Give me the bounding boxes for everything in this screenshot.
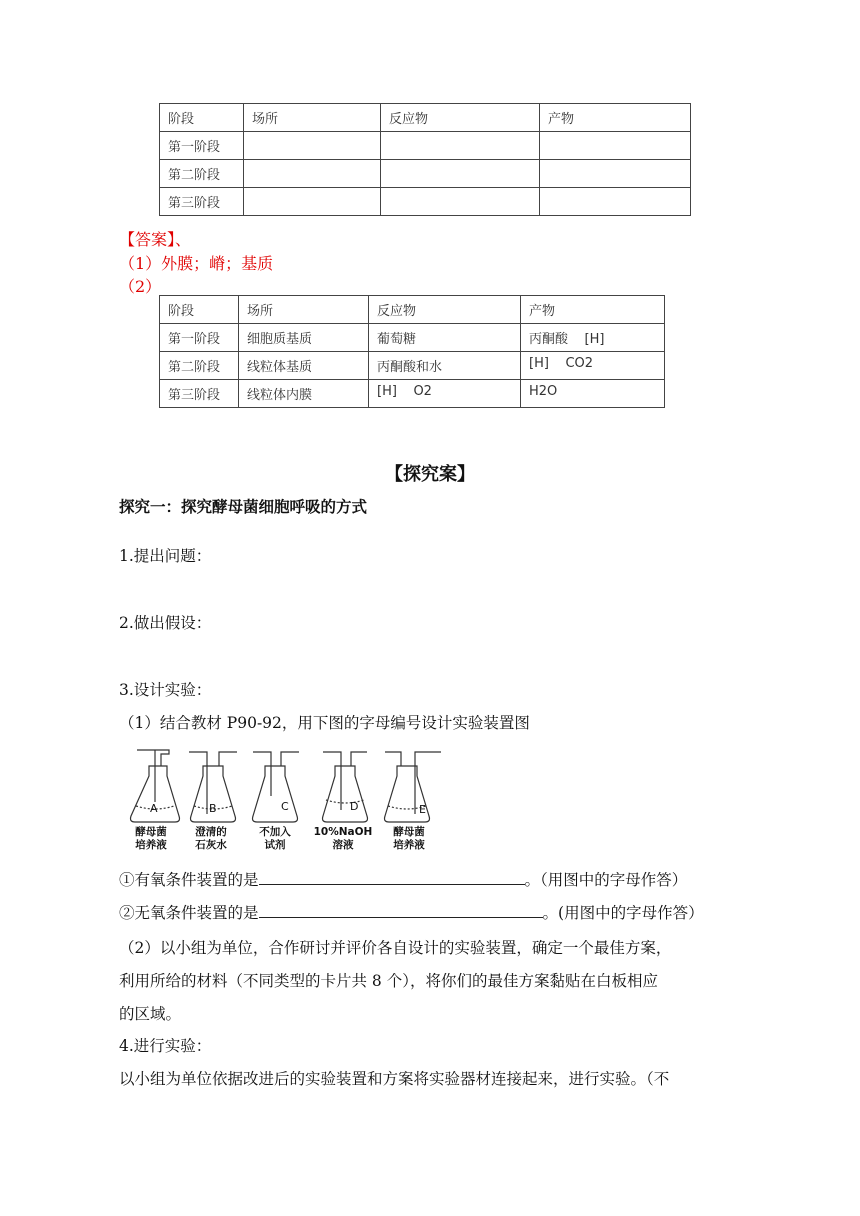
flask-label-line: 10%NaOH <box>313 826 373 838</box>
table-cell: 丙酮酸 [H] <box>521 324 665 352</box>
table-row <box>160 188 691 216</box>
table-cell: 线粒体基质 <box>239 352 369 380</box>
table-header-row <box>160 296 665 324</box>
table-cell: 葡萄糖 <box>369 324 521 352</box>
flask-label-line: 溶液 <box>332 839 354 851</box>
flask-letter: A <box>150 802 158 815</box>
answer-part2: （2） <box>119 277 162 296</box>
flask-label-line: 石灰水 <box>195 839 227 851</box>
table-cell: 线粒体内膜 <box>239 380 369 408</box>
table-row <box>160 352 665 380</box>
flask-label-e <box>379 826 439 852</box>
step-3-1: （1）结合教材 P90-92，用下图的字母编号设计实验装置图 <box>119 714 530 732</box>
answer-part1: （1）外膜；嵴；基质 <box>119 254 274 273</box>
table-row <box>160 160 691 188</box>
step-1: 1.提出问题： <box>119 547 212 565</box>
flask-label-a <box>121 826 181 852</box>
flask-label-d <box>313 826 373 852</box>
table-header-row <box>160 104 691 132</box>
table-row <box>160 132 691 160</box>
stage-table-answer <box>159 295 665 408</box>
flask-label-b <box>181 826 241 852</box>
table-cell: H2O <box>521 380 665 408</box>
table-cell <box>244 132 381 160</box>
step-2: 2.做出假设： <box>119 614 212 632</box>
table-cell <box>244 188 381 216</box>
question-hint: 。（用图中的字母作答） <box>524 871 688 889</box>
section-title: 【探究案】 <box>385 464 475 485</box>
flask-label-line: 培养液 <box>135 839 167 851</box>
table-cell: 第一阶段 <box>160 324 239 352</box>
question-text: ①有氧条件装置的是 <box>119 871 259 889</box>
flask-label-line: 酵母菌 <box>393 826 425 838</box>
flask-label-c <box>245 826 305 852</box>
table-cell: [H] O2 <box>369 380 521 408</box>
table-cell <box>381 160 540 188</box>
flask-letter: D <box>350 800 359 813</box>
table-header-cell: 反应物 <box>369 296 521 324</box>
flask-letter: C <box>281 800 289 813</box>
table-cell <box>381 188 540 216</box>
step-3-2-line: 利用所给的材料（不同类型的卡片共 8 个），将你们的最佳方案黏贴在白板相应 <box>119 972 658 990</box>
answer-blank-anaerobic[interactable] <box>259 903 543 918</box>
question-text: ②无氧条件装置的是 <box>119 904 259 922</box>
inquiry-subtitle: 探究一：探究酵母菌细胞呼吸的方式 <box>119 497 368 516</box>
step-3: 3.设计实验： <box>119 681 212 699</box>
flask-d-icon <box>323 752 368 822</box>
flask-c-icon <box>253 752 300 822</box>
flask-label-line: 不加入 <box>259 826 291 838</box>
table-header-cell: 反应物 <box>381 104 540 132</box>
answer-blank-aerobic[interactable] <box>259 870 525 885</box>
flask-letter: B <box>209 802 217 815</box>
table-cell: [H] CO2 <box>521 352 665 380</box>
table-header-cell: 场所 <box>239 296 369 324</box>
table-header-cell: 产物 <box>521 296 665 324</box>
table-header-cell: 场所 <box>244 104 381 132</box>
step-4: 4.进行实验： <box>119 1037 212 1055</box>
table-header-cell: 阶段 <box>160 104 244 132</box>
table-cell <box>540 132 691 160</box>
table-header-cell: 产物 <box>540 104 691 132</box>
flask-label-line: 试剂 <box>264 839 286 851</box>
table-cell: 第三阶段 <box>160 380 239 408</box>
step-4-text: 以小组为单位依据改进后的实验装置和方案将实验器材连接起来，进行实验。（不 <box>119 1070 670 1088</box>
flask-label-line: 培养液 <box>393 839 425 851</box>
flask-diagram <box>117 748 447 852</box>
table-row <box>160 324 665 352</box>
table-cell: 第二阶段 <box>160 352 239 380</box>
step-3-2-line: （2）以小组为单位，合作研讨并评价各自设计的实验装置，确定一个最佳方案， <box>119 939 672 957</box>
table-cell <box>381 132 540 160</box>
table-cell <box>540 160 691 188</box>
answer-heading: 【答案】、 <box>119 230 192 249</box>
flask-e-icon <box>385 752 442 822</box>
table-row <box>160 380 665 408</box>
table-cell <box>540 188 691 216</box>
table-cell: 第三阶段 <box>160 188 244 216</box>
step-3-2-line: 的区域。 <box>119 1005 182 1023</box>
question-aerobic <box>119 869 687 891</box>
flask-label-line: 酵母菌 <box>135 826 167 838</box>
stage-table-blank <box>159 103 691 216</box>
flask-label-line: 澄清的 <box>195 826 227 838</box>
question-anaerobic <box>119 902 704 924</box>
table-cell <box>244 160 381 188</box>
question-hint: 。(用图中的字母作答） <box>542 904 704 922</box>
table-cell: 第二阶段 <box>160 160 244 188</box>
table-header-cell: 阶段 <box>160 296 239 324</box>
table-cell: 丙酮酸和水 <box>369 352 521 380</box>
flask-letter: E <box>419 803 426 816</box>
table-cell: 第一阶段 <box>160 132 244 160</box>
table-cell: 细胞质基质 <box>239 324 369 352</box>
